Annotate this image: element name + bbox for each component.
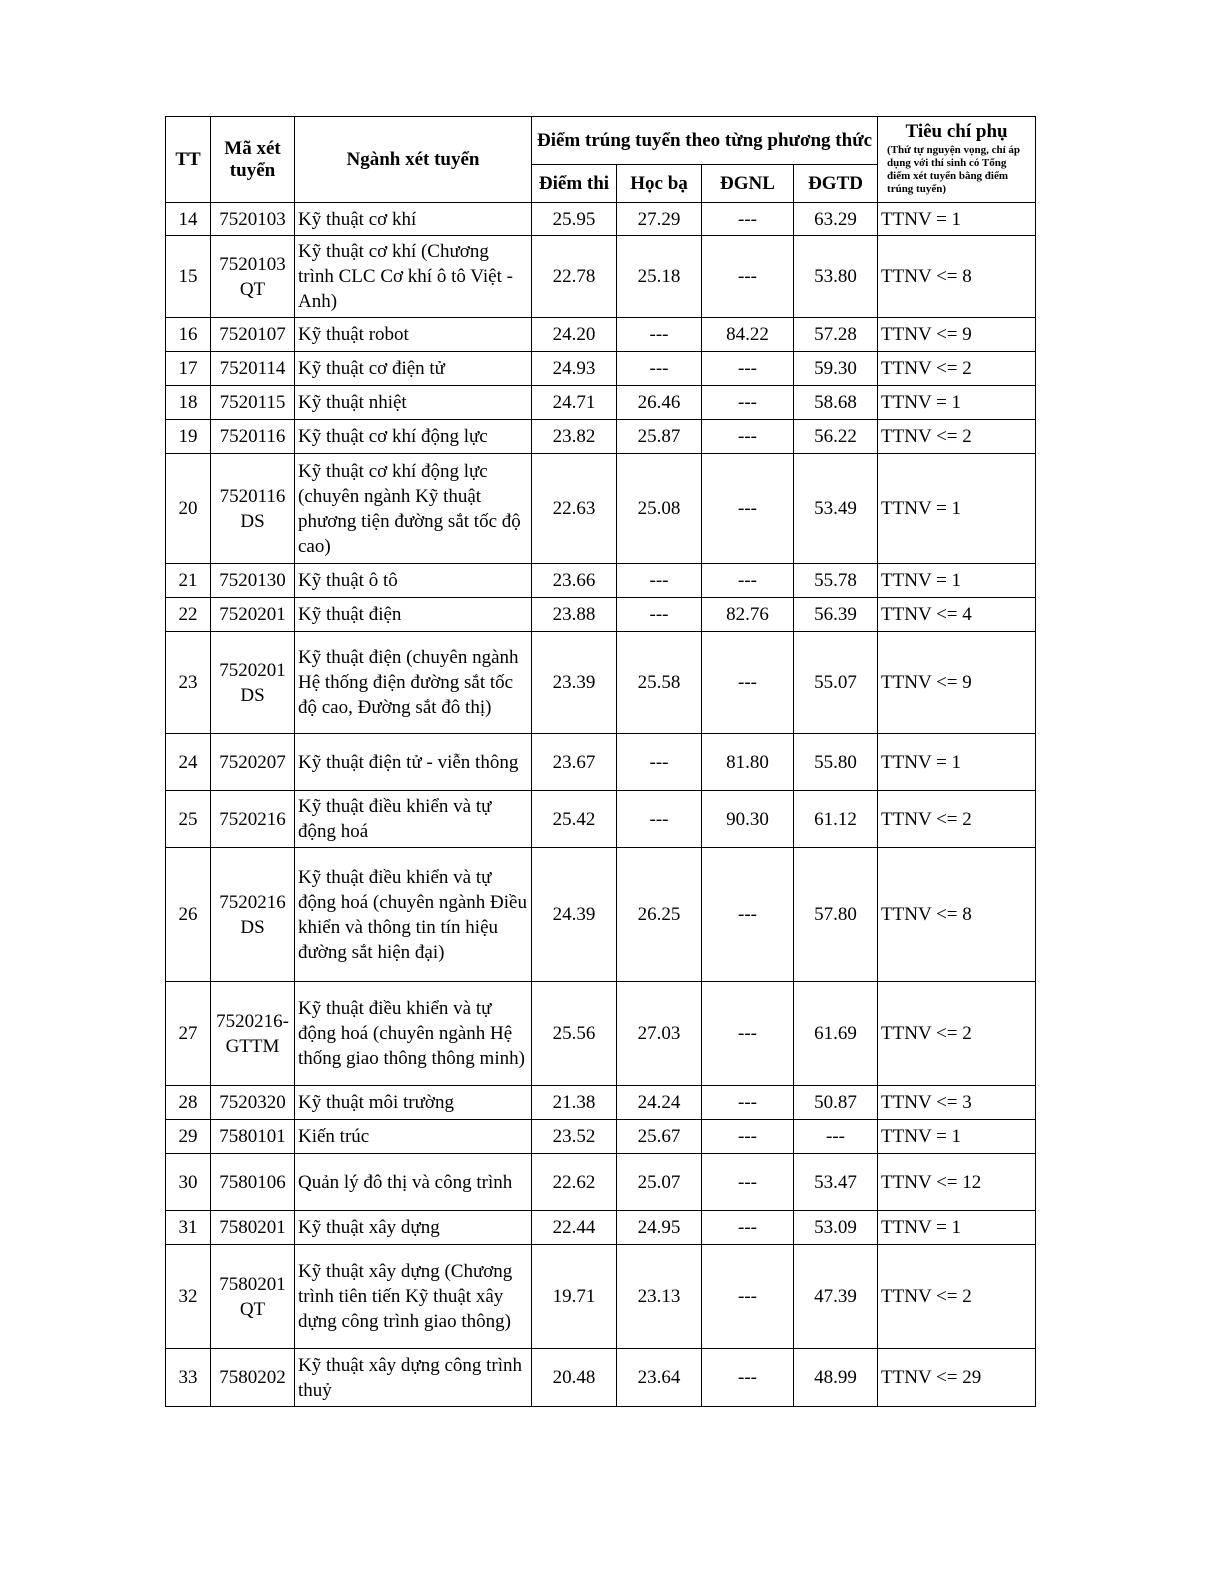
cell-dgnl: --- bbox=[702, 1245, 794, 1349]
header-dgnl: ĐGNL bbox=[702, 165, 794, 203]
cell-criteria: TTNV <= 3 bbox=[878, 1086, 1036, 1120]
cell-dgtd: 53.09 bbox=[794, 1211, 878, 1245]
cell-tt: 23 bbox=[166, 632, 211, 734]
cell-code: 7520216 DS bbox=[211, 848, 295, 982]
cell-transcript: --- bbox=[617, 598, 702, 632]
cell-exam: 24.93 bbox=[532, 352, 617, 386]
table-row bbox=[166, 1154, 1036, 1211]
cell-exam: 24.71 bbox=[532, 386, 617, 420]
table-body bbox=[166, 203, 1036, 1407]
cell-criteria: TTNV = 1 bbox=[878, 454, 1036, 564]
header-criteria-cell bbox=[878, 117, 1036, 203]
header-tt: TT bbox=[166, 117, 211, 203]
cell-transcript: 24.95 bbox=[617, 1211, 702, 1245]
header-criteria-note: (Thứ tự nguyện vọng, chỉ áp dụng với thí sinh có Tổng điểm xét tuyển bằng điểm trúng tuyển) bbox=[887, 144, 1021, 195]
cell-major: Kỹ thuật ô tô bbox=[295, 564, 532, 598]
cell-code: 7520115 bbox=[211, 386, 295, 420]
cell-exam: 19.71 bbox=[532, 1245, 617, 1349]
cell-dgtd: 58.68 bbox=[794, 386, 878, 420]
cell-code: 7520107 bbox=[211, 318, 295, 352]
cell-code: 7580202 bbox=[211, 1349, 295, 1407]
header-major: Ngành xét tuyển bbox=[295, 117, 532, 203]
cell-transcript: --- bbox=[617, 734, 702, 791]
cell-tt: 22 bbox=[166, 598, 211, 632]
cell-dgtd: 63.29 bbox=[794, 203, 878, 236]
table-row bbox=[166, 420, 1036, 454]
table-header bbox=[166, 117, 1036, 203]
cell-code: 7520201 DS bbox=[211, 632, 295, 734]
cell-dgtd: 50.87 bbox=[794, 1086, 878, 1120]
cell-dgtd: 57.80 bbox=[794, 848, 878, 982]
header-score-group: Điểm trúng tuyển theo từng phương thức bbox=[532, 117, 878, 165]
table-row bbox=[166, 203, 1036, 236]
table-row bbox=[166, 791, 1036, 848]
cell-code: 7520201 bbox=[211, 598, 295, 632]
cell-code: 7520130 bbox=[211, 564, 295, 598]
cell-dgnl: 84.22 bbox=[702, 318, 794, 352]
cell-code: 7520207 bbox=[211, 734, 295, 791]
cell-dgtd: 61.69 bbox=[794, 982, 878, 1086]
cell-dgnl: 82.76 bbox=[702, 598, 794, 632]
cell-tt: 29 bbox=[166, 1120, 211, 1154]
cell-criteria: TTNV <= 2 bbox=[878, 982, 1036, 1086]
cell-criteria: TTNV = 1 bbox=[878, 734, 1036, 791]
cell-code: 7580201 bbox=[211, 1211, 295, 1245]
cell-transcript: 25.08 bbox=[617, 454, 702, 564]
cell-major: Kỹ thuật điện tử - viễn thông bbox=[295, 734, 532, 791]
cell-criteria: TTNV <= 12 bbox=[878, 1154, 1036, 1211]
cell-exam: 25.42 bbox=[532, 791, 617, 848]
cell-exam: 24.39 bbox=[532, 848, 617, 982]
cell-major: Kỹ thuật điện (chuyên ngành Hệ thống điện đường sắt tốc độ cao, Đường sắt đô thị) bbox=[295, 632, 532, 734]
cell-criteria: TTNV <= 8 bbox=[878, 848, 1036, 982]
cell-dgnl: --- bbox=[702, 632, 794, 734]
cell-code: 7580201 QT bbox=[211, 1245, 295, 1349]
cell-criteria: TTNV <= 4 bbox=[878, 598, 1036, 632]
table-row bbox=[166, 352, 1036, 386]
cell-major: Kỹ thuật robot bbox=[295, 318, 532, 352]
cell-exam: 22.63 bbox=[532, 454, 617, 564]
cell-exam: 22.78 bbox=[532, 236, 617, 318]
cell-criteria: TTNV <= 2 bbox=[878, 420, 1036, 454]
cell-tt: 32 bbox=[166, 1245, 211, 1349]
cell-dgnl: --- bbox=[702, 203, 794, 236]
table-row bbox=[166, 1211, 1036, 1245]
cell-code: 7520116 DS bbox=[211, 454, 295, 564]
table-row bbox=[166, 1086, 1036, 1120]
cell-dgnl: --- bbox=[702, 982, 794, 1086]
cell-criteria: TTNV <= 2 bbox=[878, 352, 1036, 386]
table-row bbox=[166, 1120, 1036, 1154]
cell-major: Kỹ thuật xây dựng bbox=[295, 1211, 532, 1245]
cell-tt: 19 bbox=[166, 420, 211, 454]
cell-transcript: 25.67 bbox=[617, 1120, 702, 1154]
cell-transcript: 24.24 bbox=[617, 1086, 702, 1120]
cell-code: 7520116 bbox=[211, 420, 295, 454]
cell-major: Kỹ thuật xây dựng công trình thuỷ bbox=[295, 1349, 532, 1407]
cell-dgtd: 53.80 bbox=[794, 236, 878, 318]
cell-transcript: 27.03 bbox=[617, 982, 702, 1086]
cell-major: Kỹ thuật nhiệt bbox=[295, 386, 532, 420]
cell-exam: 25.56 bbox=[532, 982, 617, 1086]
cell-transcript: --- bbox=[617, 318, 702, 352]
cell-major: Kỹ thuật cơ khí (Chương trình CLC Cơ khí ô tô Việt - Anh) bbox=[295, 236, 532, 318]
cell-exam: 23.52 bbox=[532, 1120, 617, 1154]
cell-major: Kỹ thuật xây dựng (Chương trình tiên tiến Kỹ thuật xây dựng công trình giao thông) bbox=[295, 1245, 532, 1349]
cell-dgnl: 81.80 bbox=[702, 734, 794, 791]
cell-tt: 15 bbox=[166, 236, 211, 318]
cell-dgnl: --- bbox=[702, 1349, 794, 1407]
cell-transcript: --- bbox=[617, 352, 702, 386]
table-row bbox=[166, 236, 1036, 318]
cell-transcript: 25.58 bbox=[617, 632, 702, 734]
table-row bbox=[166, 632, 1036, 734]
cell-dgtd: 47.39 bbox=[794, 1245, 878, 1349]
cell-dgtd: 48.99 bbox=[794, 1349, 878, 1407]
cell-tt: 18 bbox=[166, 386, 211, 420]
cell-dgnl: --- bbox=[702, 1211, 794, 1245]
cell-major: Kỹ thuật điều khiển và tự động hoá (chuyên ngành Hệ thống giao thông thông minh) bbox=[295, 982, 532, 1086]
cell-exam: 24.20 bbox=[532, 318, 617, 352]
cell-tt: 33 bbox=[166, 1349, 211, 1407]
header-exam: Điểm thi bbox=[532, 165, 617, 203]
cell-transcript: 25.18 bbox=[617, 236, 702, 318]
cell-code: 7520216 bbox=[211, 791, 295, 848]
cell-major: Kỹ thuật cơ điện tử bbox=[295, 352, 532, 386]
cell-tt: 20 bbox=[166, 454, 211, 564]
cell-exam: 22.44 bbox=[532, 1211, 617, 1245]
cell-tt: 25 bbox=[166, 791, 211, 848]
cell-criteria: TTNV = 1 bbox=[878, 564, 1036, 598]
cell-code: 7520320 bbox=[211, 1086, 295, 1120]
cell-tt: 14 bbox=[166, 203, 211, 236]
cell-dgtd: 53.49 bbox=[794, 454, 878, 564]
cell-criteria: TTNV = 1 bbox=[878, 203, 1036, 236]
cell-dgnl: --- bbox=[702, 454, 794, 564]
table-row bbox=[166, 1349, 1036, 1407]
cell-dgnl: --- bbox=[702, 1120, 794, 1154]
cell-tt: 31 bbox=[166, 1211, 211, 1245]
cell-dgnl: --- bbox=[702, 236, 794, 318]
cell-criteria: TTNV <= 2 bbox=[878, 791, 1036, 848]
cell-exam: 22.62 bbox=[532, 1154, 617, 1211]
cell-exam: 23.82 bbox=[532, 420, 617, 454]
cell-dgnl: --- bbox=[702, 1154, 794, 1211]
cell-dgtd: --- bbox=[794, 1120, 878, 1154]
cell-dgtd: 56.39 bbox=[794, 598, 878, 632]
cell-dgtd: 56.22 bbox=[794, 420, 878, 454]
table-row bbox=[166, 386, 1036, 420]
cell-criteria: TTNV <= 9 bbox=[878, 318, 1036, 352]
cell-exam: 23.39 bbox=[532, 632, 617, 734]
cell-major: Kỹ thuật cơ khí bbox=[295, 203, 532, 236]
cell-code: 7520216- GTTM bbox=[211, 982, 295, 1086]
cell-tt: 27 bbox=[166, 982, 211, 1086]
cell-dgtd: 61.12 bbox=[794, 791, 878, 848]
cell-dgtd: 57.28 bbox=[794, 318, 878, 352]
cell-dgtd: 55.07 bbox=[794, 632, 878, 734]
cell-exam: 25.95 bbox=[532, 203, 617, 236]
cell-transcript: 23.13 bbox=[617, 1245, 702, 1349]
table-row bbox=[166, 734, 1036, 791]
cell-code: 7520114 bbox=[211, 352, 295, 386]
table-row bbox=[166, 318, 1036, 352]
cell-tt: 28 bbox=[166, 1086, 211, 1120]
cell-dgnl: --- bbox=[702, 420, 794, 454]
cell-transcript: --- bbox=[617, 564, 702, 598]
cell-exam: 21.38 bbox=[532, 1086, 617, 1120]
cell-dgtd: 59.30 bbox=[794, 352, 878, 386]
cell-transcript: 26.46 bbox=[617, 386, 702, 420]
table-row bbox=[166, 848, 1036, 982]
cell-dgnl: 90.30 bbox=[702, 791, 794, 848]
cell-dgnl: --- bbox=[702, 564, 794, 598]
cell-criteria: TTNV <= 2 bbox=[878, 1245, 1036, 1349]
cell-major: Kỹ thuật môi trường bbox=[295, 1086, 532, 1120]
cell-criteria: TTNV = 1 bbox=[878, 1211, 1036, 1245]
cell-tt: 16 bbox=[166, 318, 211, 352]
cell-dgtd: 55.80 bbox=[794, 734, 878, 791]
table-row bbox=[166, 982, 1036, 1086]
cell-code: 7580106 bbox=[211, 1154, 295, 1211]
cell-code: 7580101 bbox=[211, 1120, 295, 1154]
cell-major: Quản lý đô thị và công trình bbox=[295, 1154, 532, 1211]
header-criteria: Tiêu chí phụ bbox=[905, 121, 1008, 142]
cell-criteria: TTNV = 1 bbox=[878, 1120, 1036, 1154]
cell-dgtd: 53.47 bbox=[794, 1154, 878, 1211]
cell-exam: 20.48 bbox=[532, 1349, 617, 1407]
cell-tt: 17 bbox=[166, 352, 211, 386]
cell-tt: 26 bbox=[166, 848, 211, 982]
cell-criteria: TTNV = 1 bbox=[878, 386, 1036, 420]
cell-tt: 24 bbox=[166, 734, 211, 791]
header-dgtd: ĐGTD bbox=[794, 165, 878, 203]
cell-major: Kỹ thuật điện bbox=[295, 598, 532, 632]
cell-tt: 30 bbox=[166, 1154, 211, 1211]
table-row bbox=[166, 454, 1036, 564]
cell-exam: 23.67 bbox=[532, 734, 617, 791]
cell-transcript: 27.29 bbox=[617, 203, 702, 236]
cell-transcript: 25.87 bbox=[617, 420, 702, 454]
cell-dgnl: --- bbox=[702, 1086, 794, 1120]
cell-criteria: TTNV <= 9 bbox=[878, 632, 1036, 734]
cell-exam: 23.88 bbox=[532, 598, 617, 632]
cell-dgnl: --- bbox=[702, 386, 794, 420]
cell-dgtd: 55.78 bbox=[794, 564, 878, 598]
table-row bbox=[166, 1245, 1036, 1349]
cell-code: 7520103 bbox=[211, 203, 295, 236]
cell-major: Kỹ thuật điều khiển và tự động hoá (chuyên ngành Điều khiển và thông tin tín hiệu đường sắt hiện đại) bbox=[295, 848, 532, 982]
cell-dgnl: --- bbox=[702, 848, 794, 982]
cell-tt: 21 bbox=[166, 564, 211, 598]
cell-major: Kỹ thuật điều khiển và tự động hoá bbox=[295, 791, 532, 848]
header-transcript: Học bạ bbox=[617, 165, 702, 203]
cell-criteria: TTNV <= 8 bbox=[878, 236, 1036, 318]
table-row bbox=[166, 598, 1036, 632]
cell-criteria: TTNV <= 29 bbox=[878, 1349, 1036, 1407]
cell-transcript: 26.25 bbox=[617, 848, 702, 982]
cell-major: Kỹ thuật cơ khí động lực (chuyên ngành Kỹ thuật phương tiện đường sắt tốc độ cao) bbox=[295, 454, 532, 564]
cell-major: Kỹ thuật cơ khí động lực bbox=[295, 420, 532, 454]
header-code: Mã xét tuyển bbox=[211, 117, 295, 203]
table-row bbox=[166, 564, 1036, 598]
cell-transcript: 25.07 bbox=[617, 1154, 702, 1211]
admission-scores-table bbox=[165, 116, 1036, 1407]
cell-transcript: --- bbox=[617, 791, 702, 848]
cell-transcript: 23.64 bbox=[617, 1349, 702, 1407]
cell-exam: 23.66 bbox=[532, 564, 617, 598]
cell-major: Kiến trúc bbox=[295, 1120, 532, 1154]
cell-code: 7520103 QT bbox=[211, 236, 295, 318]
cell-dgnl: --- bbox=[702, 352, 794, 386]
